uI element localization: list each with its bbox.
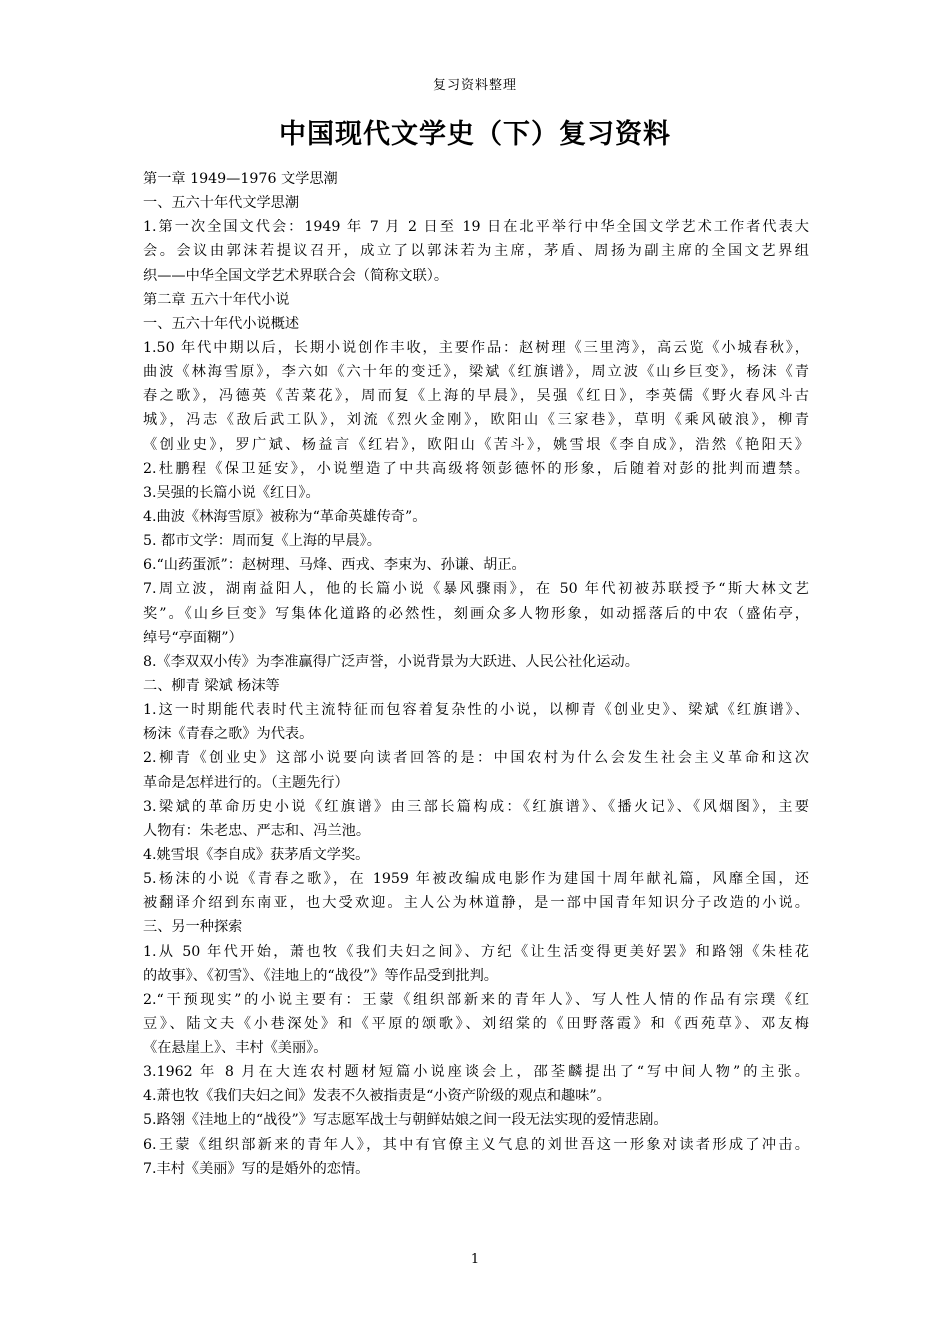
text-line: 织——中华全国文学艺术界联合会（简称文联）。 [143, 267, 449, 284]
text-line: 第一章 1949—1976 文学思潮 [143, 171, 338, 187]
text-line: 一、五六十年代文学思潮 [143, 195, 300, 212]
text-line: 2.“干预现实”的小说主要有：王蒙《组织部新来的青年人》、写人性人情的作品有宗璞《红 [143, 991, 809, 1008]
text-line: 春之歌》，冯德英《苦菜花》，周而复《上海的早晨》，吴强《红日》，李英儒《野火春风斗古 [143, 388, 809, 405]
text-line: 《创业史》，罗广斌、杨益言《红岩》，欧阳山《苦斗》，姚雪垠《李自成》，浩然《艳阳天》 [143, 436, 809, 453]
text-line: 3.吴强的长篇小说《红日》。 [143, 484, 320, 501]
text-line: 城》，冯志《敌后武工队》，刘流《烈火金刚》，欧阳山《三家巷》，草明《乘风破浪》，柳青 [143, 412, 809, 429]
text-line: 杨沫《青春之歌》为代表。 [143, 726, 314, 743]
text-line: 6.王蒙《组织部新来的青年人》，其中有官僚主义气息的刘世吾这一形象对读者形成了冲击。 [143, 1136, 809, 1153]
text-line: 革命是怎样进行的。（主题先行） [143, 774, 349, 791]
text-line: 三、另一种探索 [143, 919, 243, 936]
text-line: 7.周立波，湖南益阳人，他的长篇小说《暴风骤雨》，在 50 年代初被苏联授予“斯大林文艺 [143, 581, 809, 598]
text-line: 豆》、陆文夫《小巷深处》和《平原的颂歌》、刘绍棠的《田野落霞》和《西苑草》、邓友梅 [143, 1015, 809, 1032]
text-line: 会。会议由郭沫若提议召开，成立了以郭沫若为主席，茅盾、周扬为副主席的全国文艺界组 [143, 243, 809, 260]
text-line: 8.《李双双小传》为李准赢得广泛声誉，小说背景为大跃进、人民公社化运动。 [143, 653, 639, 670]
text-line: 人物有：朱老忠、严志和、冯兰池。 [143, 822, 371, 839]
document-body [143, 167, 809, 1181]
text-line: 7.丰村《美丽》写的是婚外的恋情。 [143, 1160, 370, 1177]
text-line: 3.1962 年 8 月在大连农村题材短篇小说座谈会上，邵荃麟提出了“写中间人物”的主张。 [143, 1064, 809, 1081]
text-line: 5.路翎《洼地上的“战役”》写志愿军战士与朝鲜姑娘之间一段无法实现的爱情悲剧。 [143, 1112, 668, 1129]
page-number: 1 [470, 1252, 480, 1267]
text-line: 4.萧也牧《我们夫妇之间》发表不久被指责是“小资产阶级的观点和趣味”。 [143, 1088, 611, 1105]
document-title: 中国现代文学史（下）复习资料 [279, 119, 671, 150]
text-line: 3.梁斌的革命历史小说《红旗谱》由三部长篇构成：《红旗谱》、《播火记》、《风烟图》，主要 [143, 798, 809, 815]
text-line: 一、五六十年代小说概述 [143, 315, 300, 332]
text-line: 《在悬崖上》、丰村《美丽》。 [143, 1040, 328, 1057]
text-line: 二、柳青 梁斌 杨沫等 [143, 677, 280, 694]
text-line: 绰号“亭面糊”） [143, 629, 243, 646]
text-line: 第二章 五六十年代小说 [143, 291, 290, 308]
text-line: 奖”。《山乡巨变》写集体化道路的必然性，刻画众多人物形象，如动摇落后的中农（盛佑亭， [143, 605, 809, 622]
text-line: 1.从 50 年代开始，萧也牧《我们夫妇之间》、方纪《让生活变得更美好罢》和路翎《朱桂花 [143, 943, 809, 960]
text-line: 5.杨沫的小说《青春之歌》，在 1959 年被改编成电影作为建国十周年献礼篇，风靡全国，还 [143, 871, 809, 888]
text-line: 2.杜鹏程《保卫延安》，小说塑造了中共高级将领彭德怀的形象，后随着对彭的批判而遭禁。 [143, 460, 809, 477]
text-line: 1.50 年代中期以后，长期小说创作丰收，主要作品：赵树理《三里湾》，高云览《小城春秋》， [143, 339, 809, 356]
text-line: 被翻译介绍到东南亚，也大受欢迎。主人公为林道静，是一部中国青年知识分子改造的小说。 [143, 895, 809, 912]
text-line: 4.曲波《林海雪原》被称为“革命英雄传奇”。 [143, 508, 427, 525]
text-line: 的故事》、《初雪》、《洼地上的“战役”》等作品受到批判。 [143, 967, 498, 984]
text-line: 5. 都市文学：周而复《上海的早晨》。 [143, 533, 381, 550]
text-line: 4.姚雪垠《李自成》获茅盾文学奖。 [143, 846, 370, 863]
text-line: 1.第一次全国文代会：1949 年 7 月 2 日至 19 日在北平举行中华全国文学艺术工作者代表大 [143, 219, 809, 236]
text-line: 6.“山药蛋派”：赵树理、马烽、西戎、李束为、孙谦、胡正。 [143, 557, 526, 574]
text-line: 曲波《林海雪原》，李六如《六十年的变迁》，梁斌《红旗谱》，周立波《山乡巨变》，杨沫《青 [143, 364, 809, 381]
text-line: 2.柳青《创业史》这部小说要向读者回答的是：中国农村为什么会发生社会主义革命和这次 [143, 750, 809, 767]
text-line: 1.这一时期能代表时代主流特征而包容着复杂性的小说，以柳青《创业史》、梁斌《红旗谱》、 [143, 702, 809, 719]
page-header: 复习资料整理 [432, 78, 517, 93]
